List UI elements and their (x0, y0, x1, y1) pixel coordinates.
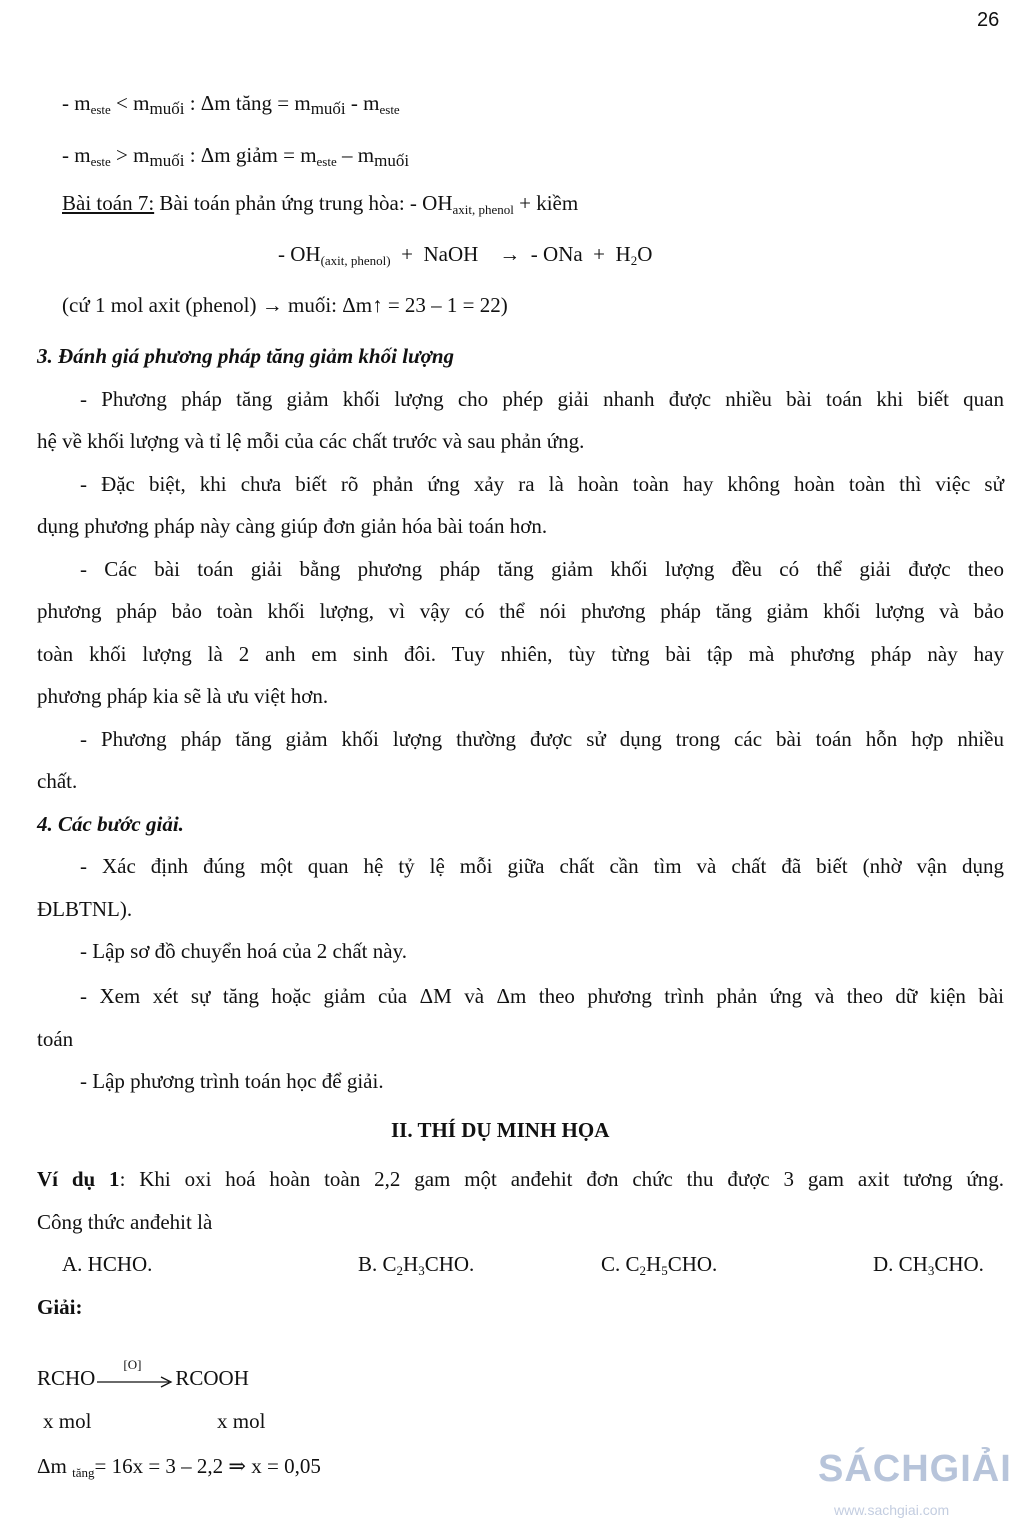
section-3-para-2a: - Đặc biệt, khi chưa biết rõ phản ứng xảy ra là hoàn toàn hay không hoàn toàn thì việc sử (80, 472, 1004, 496)
example-1-label: Ví dụ 1 (37, 1167, 120, 1191)
oxidation-scheme: RCHO [O] RCOOH (37, 1357, 249, 1390)
section-3-para-1b: hệ về khối lượng và tỉ lệ mỗi của các chất trước và sau phản ứng. (37, 429, 585, 453)
step-1a: - Xác định đúng một quan hệ tỷ lệ mỗi giữa chất cần tìm và chất đã biết (nhờ vận dụng (80, 854, 1004, 878)
problem-7-label: Bài toán 7: (62, 191, 155, 215)
neutralization-note: (cứ 1 mol axit (phenol) → muối: Δm↑ = 23 – 1 = 22) (62, 293, 508, 317)
section-3-para-3a: - Các bài toán giải bằng phương pháp tăng giảm khối lượng đều có thể giải được theo (80, 557, 1004, 581)
oxidation-arrow-icon: [O] (95, 1370, 175, 1390)
step-3a: - Xem xét sự tăng hoặc giảm của ΔM và Δm theo phương trình phản ứng và theo dữ kiện bài (80, 984, 1004, 1008)
section-3-heading: 3. Đánh giá phương pháp tăng giảm khối lượng (37, 344, 455, 368)
section-4-heading: 4. Các bước giải. (37, 812, 184, 836)
step-2: - Lập sơ đồ chuyển hoá của 2 chất này. (80, 939, 407, 963)
neutralization-equation: - $OH_{(axit, phenol)}$ + NaOH → - ONa + $H_2O$ (278, 242, 653, 268)
watermark-url: www.sachgiai.com (834, 1502, 950, 1518)
example-1-question-line-2: Công thức anđehit là (37, 1210, 213, 1234)
step-4: - Lập phương trình toán học để giải. (80, 1069, 384, 1093)
ester-greater-line: - $m_{este} > m_{muối}$ : Δm giảm = $m_{este} - m_{muối}$ (62, 143, 410, 170)
section-3-para-2b: dụng phương pháp này càng giúp đơn giản hóa bài toán hơn. (37, 514, 548, 538)
section-3-para-3c: toàn khối lượng là 2 anh em sinh đôi. Tuy nhiên, tùy từng bài tập mà phương pháp này hay (37, 642, 1004, 666)
section-3-para-3b: phương pháp bảo toàn khối lượng, vì vậy có thể nói phương pháp tăng giảm khối lượng và bảo (37, 599, 1004, 623)
section-3-para-1a: - Phương pháp tăng giảm khối lượng cho phép giải nhanh được nhiều bài toán khi biết quan (80, 387, 1004, 411)
problem-7-line: Bài toán 7: Bài toán phản ứng trung hòa: - $OH_{axit, phenol}$ + kiềm (62, 191, 579, 217)
page-number: 26 (977, 9, 1000, 31)
option-c: C. $C_2H_5CHO$. (601, 1252, 718, 1278)
step-3b: toán (37, 1027, 74, 1051)
mol-1: x mol (43, 1409, 92, 1433)
example-1-question-line-1: Ví dụ 1: Khi oxi hoá hoàn toàn 2,2 gam một anđehit đơn chức thu được 3 gam axit tương ứng. (37, 1167, 1004, 1191)
mol-2: x mol (217, 1409, 266, 1433)
option-a: A. HCHO. (62, 1252, 153, 1276)
section-2-title: II. THÍ DỤ MINH HỌA (391, 1118, 610, 1142)
mass-increase-equation: Δm $_{tăng}$= 16x = 3 – 2,2 ⇒ x = 0,05 (37, 1454, 321, 1480)
section-3-para-3d: phương pháp kia sẽ là ưu việt hơn. (37, 684, 329, 708)
section-3-para-4a: - Phương pháp tăng giảm khối lượng thường được sử dụng trong các bài toán hỗn hợp nhiều (80, 727, 1004, 751)
ester-less-line: - $m_{este} < m_{muối}$ : Δm tăng = $m_{muối} - m_{este}$ (62, 91, 400, 118)
watermark-logo (818, 1440, 1018, 1539)
watermark-text: SÁCHGIẢI (818, 1448, 1012, 1490)
solution-label: Giải: (37, 1295, 83, 1319)
option-b: B. $C_2H_3CHO$. (358, 1252, 475, 1278)
option-d: D. $CH_3CHO$. (873, 1252, 984, 1278)
step-1b: ĐLBTNL). (37, 897, 133, 921)
section-3-para-4b: chất. (37, 769, 78, 793)
